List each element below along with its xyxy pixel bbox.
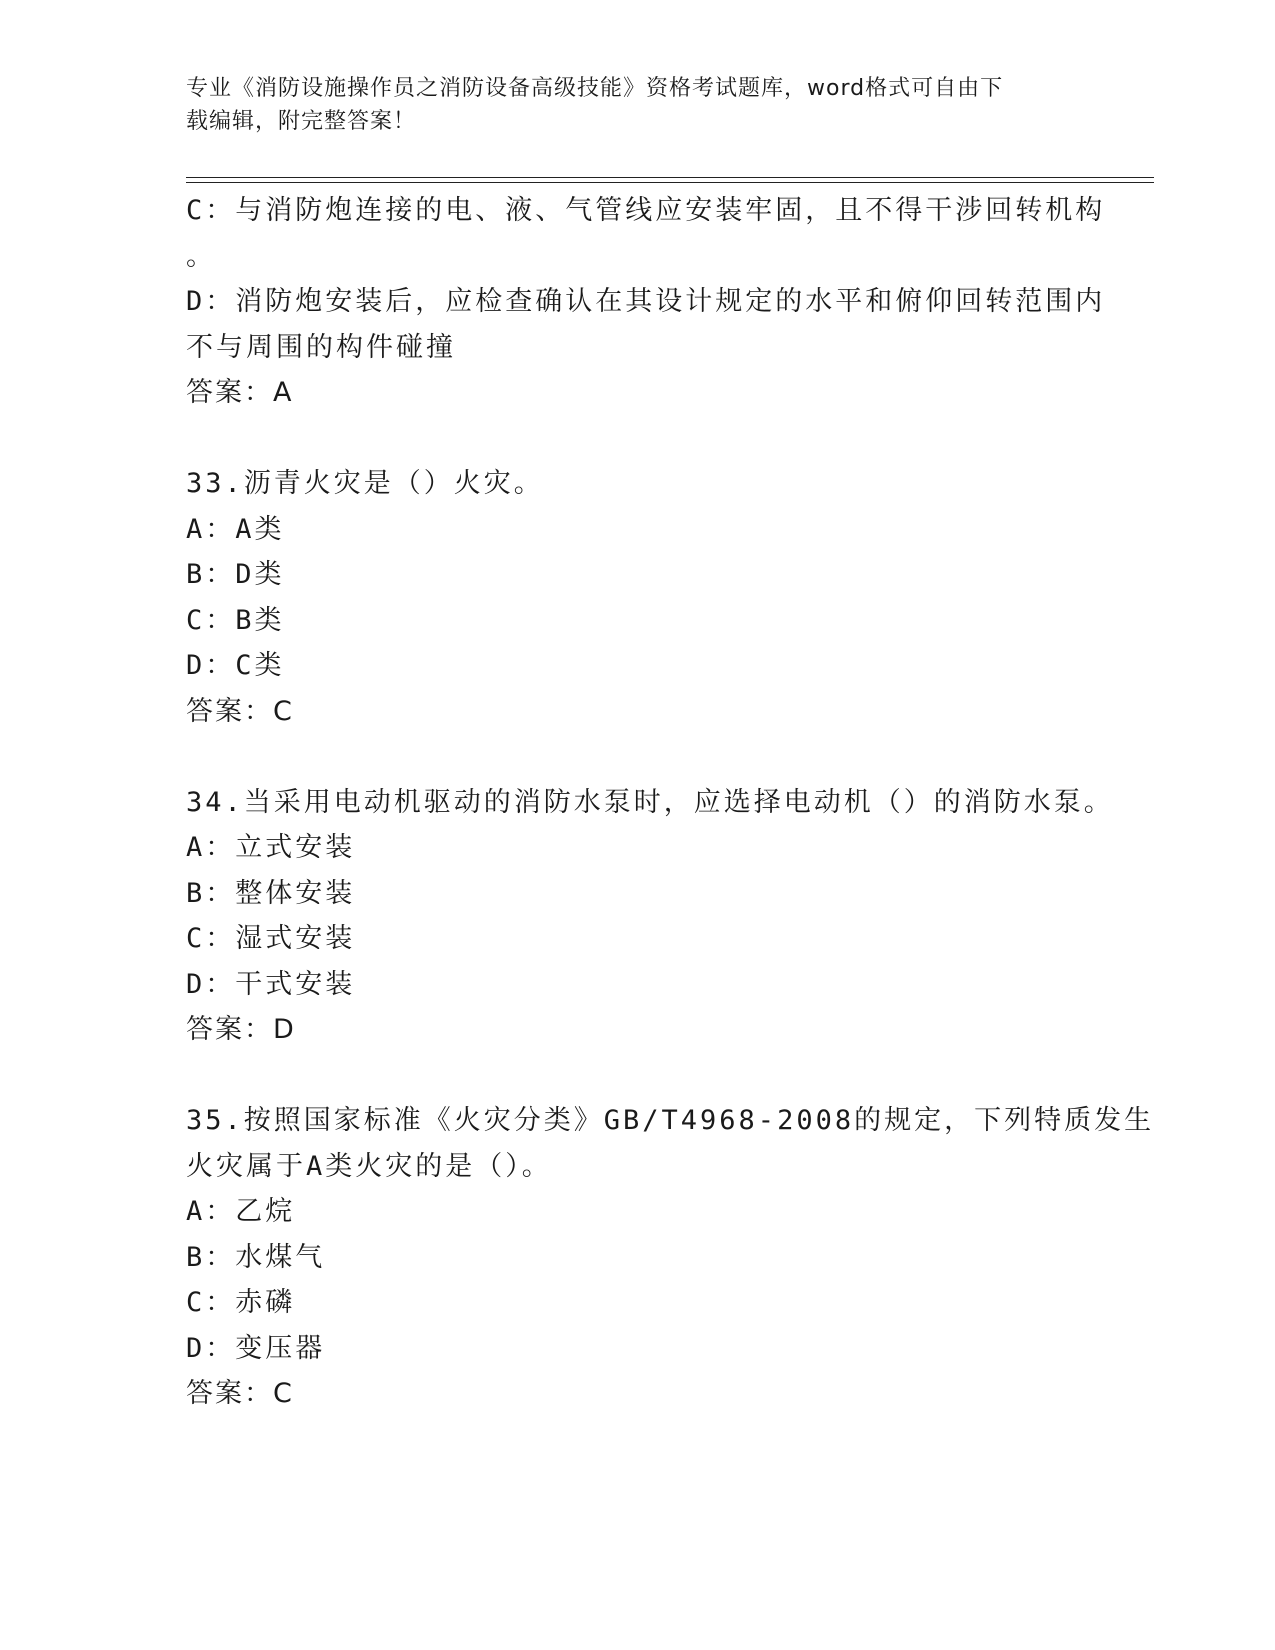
document-header [186,72,1086,138]
option-d: D：C类 [186,650,285,681]
option-d: D：消防炮安装后，应检查确认在其设计规定的水平和俯仰回转范围内 [186,286,1106,317]
option-b: B：水煤气 [186,1241,326,1273]
option-a: A：乙烷 [186,1196,296,1227]
option-c-continued: 。 [186,240,216,272]
option-d: D：干式安装 [186,968,356,1000]
spacer [186,734,1086,780]
answer: 答案：A [186,377,294,408]
option-c: C：赤磷 [186,1287,296,1318]
option-d: D：变压器 [186,1332,326,1364]
header-divider [186,177,1154,183]
answer: 答案：D [186,1014,296,1045]
option-a: A：A类 [186,513,285,545]
option-c: C：B类 [186,604,285,636]
question-stem: 34.当采用电动机驱动的消防水泵时，应选择电动机（）的消防水泵。 [186,786,1114,818]
option-c: C：湿式安装 [186,923,356,954]
question-content [186,188,1155,1417]
spacer [186,1053,1086,1099]
answer: 答案：C [186,695,294,727]
question-stem: 35.按照国家标准《火灾分类》GB/T4968-2008的规定，下列特质发生 [186,1105,1155,1136]
option-a: A：立式安装 [186,832,356,863]
option-b: B：整体安装 [186,877,356,909]
question-stem: 33.沥青火灾是（）火灾。 [186,468,544,499]
header-line-1: 专业《消防设施操作员之消防设备高级技能》资格考试题库，word格式可自由下 [186,76,1004,101]
spacer [186,416,1086,462]
question-stem-continued: 火灾属于A类火灾的是（）。 [186,1150,552,1182]
header-line-2: 载编辑，附完整答案！ [186,109,417,134]
option-b: B：D类 [186,559,285,590]
option-c: C：与消防炮连接的电、液、气管线应安装牢固，且不得干涉回转机构 [186,195,1106,226]
option-d-continued: 不与周围的构件碰撞 [186,331,456,363]
answer: 答案：C [186,1378,294,1409]
